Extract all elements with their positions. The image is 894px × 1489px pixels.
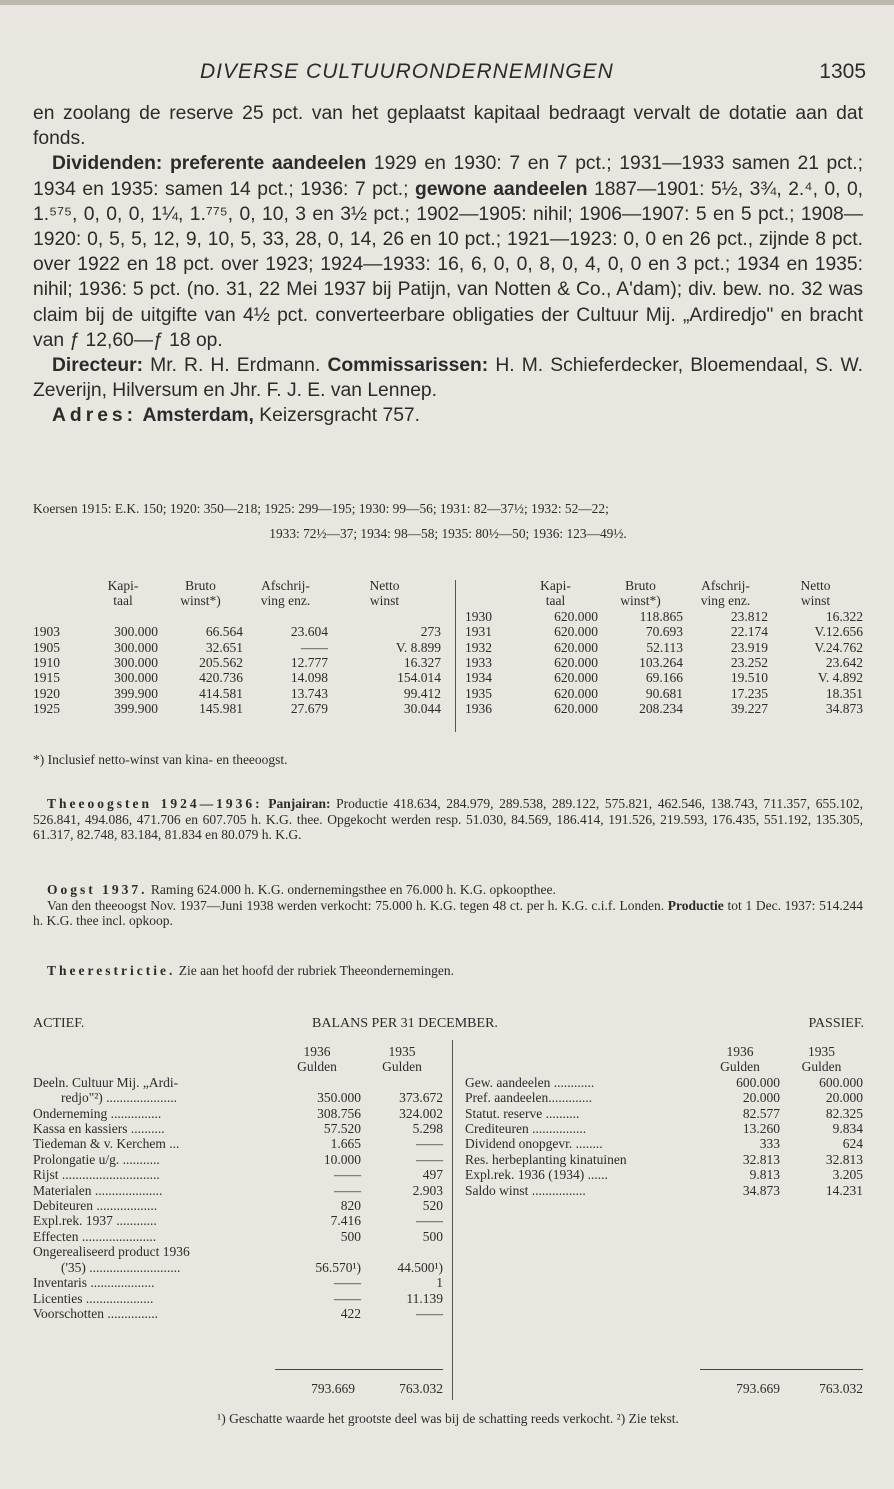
cell: 14.098: [290, 670, 328, 686]
cell: 1: [436, 1275, 443, 1291]
balance-footnote: ¹) Geschatte waarde het grootste deel was bij de schatting reeds verkocht. ²) Zie tekst.: [217, 1411, 679, 1426]
cell: 16.327: [403, 655, 441, 671]
row-label: Deeln. Cultuur Mij. „Ardi-: [33, 1074, 179, 1090]
commissarissen-text: H. M. Schieferdecker, Bloemendaal, S. W. Zeverijn, Hilversum en Jhr. F. J. E. van Lennep.: [33, 355, 863, 402]
dividend-paragraph: [33, 151, 863, 353]
cell: 17.235: [730, 685, 768, 701]
passief-label: PASSIEF.: [808, 1016, 864, 1031]
cell-year: 1930: [465, 608, 492, 624]
year-1935: 1935: [808, 1044, 835, 1059]
cell-year: 1936: [465, 701, 492, 717]
table-row: [33, 1183, 443, 1198]
row-label: Ongerealiseerd product 1936: [33, 1244, 190, 1260]
cell: 620.000: [554, 639, 598, 655]
cell: 13.260: [742, 1121, 780, 1137]
cell: 13.743: [290, 685, 328, 701]
table-row: [33, 670, 441, 685]
row-label: Saldo winst ................: [465, 1182, 586, 1198]
commissarissen-label: Commissarissen:: [327, 355, 489, 377]
row-label: Crediteuren ................: [465, 1121, 587, 1137]
cell: 500: [340, 1228, 361, 1244]
cell: 52.113: [646, 639, 683, 655]
oogst-label: Oogst 1937.: [47, 882, 148, 897]
adres-text: Keizersgracht 757.: [259, 405, 421, 427]
running-title: DIVERSE CULTUURONDERNEMINGEN: [200, 60, 614, 83]
hdr-afschrijving: Afschrij-: [261, 578, 310, 593]
table-row: [465, 655, 863, 670]
balans-title: BALANS PER 31 DECEMBER.: [312, 1016, 498, 1031]
cell: 300.000: [114, 670, 158, 686]
cell-year: 1932: [465, 639, 492, 655]
directeur-text: Mr. R. H. Erdmann.: [150, 355, 321, 377]
table-row: [465, 686, 863, 701]
cell: 23.604: [290, 624, 328, 640]
oogst-text-2a: Van den theeoogst Nov. 1937—Juni 1938 werden verkocht: 75.000 h. K.G. tegen 48 ct. per h. K.G. c.i.f. Londen.: [47, 897, 665, 913]
table-row: [33, 1090, 443, 1105]
table-row: [33, 1106, 443, 1121]
koersen-line-2: 1933: 72½—37; 1934: 98—58; 1935: 80½—50; 1936: 123—49½.: [269, 526, 627, 541]
cell: 5.298: [412, 1121, 443, 1137]
cell: ——: [334, 1275, 361, 1291]
cell: 820: [340, 1198, 361, 1214]
oogst-block: [33, 882, 863, 929]
cell: 32.813: [825, 1151, 863, 1167]
cell: 27.679: [290, 701, 328, 717]
hdr-afschrijving: Afschrij-: [701, 578, 750, 593]
total-rule-passief: [700, 1369, 863, 1370]
hdr-netto-2: winst: [800, 593, 831, 609]
cell: 145.981: [199, 701, 243, 717]
cell: 69.166: [645, 670, 683, 686]
cell: 19.510: [730, 670, 768, 686]
row-label: ('35) ...........................: [61, 1259, 181, 1275]
results-table-left: [33, 578, 441, 717]
productie-label: Productie: [667, 897, 724, 913]
results-footnote: *) Inclusief netto-winst van kina- en theeoogst.: [33, 752, 288, 767]
theerestrictie-block: [33, 963, 863, 979]
cell: 620.000: [554, 624, 598, 640]
theerestrictie-text: Zie aan het hoofd der rubriek Theeondernemingen.: [178, 963, 454, 978]
table-row: [33, 640, 441, 655]
row-label: Expl.rek. 1937 ............: [33, 1213, 157, 1229]
cell: V.24.762: [814, 639, 863, 655]
cell: 32.651: [205, 639, 243, 655]
cell: 154.014: [397, 670, 441, 686]
koersen-block: [33, 496, 863, 546]
cell: 373.672: [399, 1090, 443, 1106]
table-row: [33, 1198, 443, 1213]
cell: 11.139: [406, 1290, 443, 1306]
scan-edge: [0, 0, 894, 5]
row-label: Inventaris ...................: [33, 1275, 155, 1291]
cell: 7.416: [330, 1213, 361, 1229]
table-row: [33, 1213, 443, 1228]
adres-label: Adres:: [52, 405, 138, 427]
gewone-label: gewone aandeelen: [415, 178, 588, 200]
cell: 10.000: [323, 1151, 361, 1167]
table-row: [465, 1167, 863, 1182]
year-1936: 1936: [726, 1044, 754, 1059]
cell: 308.756: [317, 1105, 361, 1121]
cell: ——: [416, 1213, 443, 1229]
unit-label: Gulden: [801, 1059, 842, 1075]
cell-year: 1933: [465, 655, 492, 671]
hdr-netto-2: winst: [369, 593, 400, 609]
table-divider: [455, 580, 456, 732]
cell: 620.000: [554, 701, 598, 717]
hdr-afschrijving-2: ving enz.: [260, 593, 311, 609]
cell: 66.564: [205, 624, 243, 640]
oogst-text-2b: tot 1 Dec. 1937: 514.244 h. K.G. thee incl. opkoop.: [33, 897, 864, 929]
row-label: Statut. reserve ..........: [465, 1105, 580, 1121]
table-row: [33, 686, 441, 701]
balance-actief-table: [33, 1044, 443, 1321]
unit-label: Gulden: [382, 1059, 422, 1075]
hdr-kapitaal-2: taal: [113, 593, 133, 609]
hdr-afschrijving-2: ving enz.: [700, 593, 751, 609]
cell: 23.642: [825, 655, 863, 671]
koersen-line-1: Koersen 1915: E.K. 150; 1920: 350—218; 1925: 299—195; 1930: 99—56; 1931: 82—37½; 1932: 52—22;: [33, 501, 609, 516]
cell: 20.000: [825, 1090, 863, 1106]
table-row: [465, 1136, 863, 1151]
total-actief-1935: 763.032: [399, 1381, 443, 1396]
cell: V.12.656: [814, 624, 863, 640]
cell: 600.000: [736, 1074, 780, 1090]
cell: 300.000: [114, 624, 158, 640]
row-label: Voorschotten ...............: [33, 1305, 158, 1321]
cell-year: 1931: [465, 624, 492, 640]
table-row: [465, 1106, 863, 1121]
cell: 414.581: [199, 685, 243, 701]
cell-year: 1910: [33, 655, 60, 671]
cell-year: 1903: [33, 624, 60, 640]
table-row: [465, 1183, 863, 1198]
cell: 9.834: [832, 1121, 863, 1137]
cell: 205.562: [199, 655, 243, 671]
actief-label: ACTIEF.: [33, 1016, 85, 1031]
cell: 90.681: [645, 685, 683, 701]
cell: 422: [340, 1305, 361, 1321]
table-row: [465, 670, 863, 685]
theeoogsten-label: Theeoogsten 1924—1936:: [47, 796, 263, 811]
cell: 500: [422, 1228, 443, 1244]
table-row: [465, 1090, 863, 1105]
cell: 2.903: [412, 1182, 443, 1198]
cell-year: 1925: [33, 701, 60, 717]
cell: 16.322: [825, 608, 863, 624]
cell: 1.665: [330, 1136, 361, 1152]
cell: 23.919: [730, 639, 768, 655]
address-paragraph: [33, 403, 863, 428]
cell: 620.000: [554, 655, 598, 671]
total-rule-actief: [275, 1369, 443, 1370]
panjairan-label: Panjairan:: [268, 796, 331, 811]
row-label: Licenties ....................: [33, 1290, 154, 1306]
cell: 273: [420, 624, 441, 640]
row-label: Pref. aandeelen.............: [465, 1090, 593, 1106]
table-row: [33, 1260, 443, 1275]
cell: 118.865: [639, 608, 683, 624]
cell: [273, 1075, 361, 1090]
row-label: Tiedeman & v. Kerchem ...: [33, 1136, 180, 1152]
row-label: Gew. aandeelen ............: [465, 1074, 595, 1090]
table-row: [465, 1121, 863, 1136]
cell: 324.002: [399, 1105, 443, 1121]
row-label: Kassa en kassiers ..........: [33, 1121, 165, 1137]
dividenden-label: Dividenden:: [52, 153, 163, 175]
row-label: Debiteuren ..................: [33, 1198, 158, 1214]
cell: 620.000: [554, 608, 598, 624]
cell: 520: [422, 1198, 443, 1214]
cell: [361, 1075, 443, 1090]
table-row: [33, 1167, 443, 1182]
total-passief-1935: 763.032: [819, 1381, 863, 1396]
table-row: [465, 701, 863, 716]
hdr-bruto-2: winst*): [620, 593, 661, 609]
cell: 20.000: [742, 1090, 780, 1106]
table-row: [465, 1075, 863, 1090]
theeoogsten-text: Productie 418.634, 284.979, 289.538, 289.122, 575.821, 462.546, 138.743, 711.357, 655.102, 526.841, 494.086, 471.706 en 607.705 h. K.G. thee. Opgekocht werden resp. 51.030, 84.569, 186.414, 191.526, 219.593, 176.435, 551.192, 135.305, 61.317, 82.748, 83.184, 81.834 en 80.079 h. K.G.: [33, 796, 864, 843]
cell: ——: [301, 639, 328, 655]
row-label: Res. herbeplanting kinatuinen: [465, 1151, 627, 1167]
cell: [273, 1244, 361, 1259]
cell-year: 1920: [33, 685, 60, 701]
cell: 14.231: [825, 1182, 863, 1198]
cell: 23.252: [730, 655, 768, 671]
cell: 18.351: [825, 685, 863, 701]
table-row: [465, 609, 863, 624]
cell-year: 1935: [465, 685, 492, 701]
total-actief-1936: 793.669: [311, 1381, 355, 1396]
table-row: [33, 1229, 443, 1244]
theeoogsten-block: [33, 796, 863, 843]
hdr-kapitaal: Kapi-: [107, 578, 139, 593]
table-row: [33, 655, 441, 670]
hdr-kapitaal-2: taal: [545, 593, 566, 609]
cell: 300.000: [114, 639, 158, 655]
theerestrictie-label: Theerestrictie.: [47, 963, 176, 978]
total-passief-1936: 793.669: [736, 1381, 780, 1396]
cell: 333: [759, 1136, 780, 1152]
cell: 9.813: [749, 1167, 780, 1183]
cell: 600.000: [819, 1074, 863, 1090]
cell: 70.693: [645, 624, 683, 640]
cell: 12.777: [290, 655, 328, 671]
table-row: [33, 1244, 443, 1259]
table-row: [33, 1121, 443, 1136]
oogst-text-1: Raming 624.000 h. K.G. ondernemingsthee en 76.000 h. K.G. opkoopthee.: [150, 882, 556, 897]
cell: 208.234: [639, 701, 683, 717]
cell: 99.412: [403, 685, 441, 701]
page-header: [200, 60, 866, 86]
row-label: Dividend onopgevr. ........: [465, 1136, 603, 1152]
cell: 57.520: [323, 1121, 361, 1137]
cell: 30.044: [403, 701, 441, 717]
row-label: Effecten ......................: [33, 1228, 157, 1244]
table-row: [33, 701, 441, 716]
balance-divider: [452, 1040, 453, 1400]
hdr-bruto: Bruto: [625, 578, 656, 593]
cell: 23.812: [730, 608, 768, 624]
row-label: Onderneming ...............: [33, 1105, 162, 1121]
cell: 39.227: [730, 701, 768, 717]
cell: 399.900: [114, 701, 158, 717]
row-label: redjo"²) .....................: [61, 1090, 178, 1106]
hdr-bruto: Bruto: [185, 578, 216, 593]
cell: 82.577: [742, 1105, 780, 1121]
cell: ——: [416, 1305, 443, 1321]
cell: ——: [416, 1151, 443, 1167]
cell: ——: [416, 1136, 443, 1152]
cell-year: 1905: [33, 639, 60, 655]
page-number: 1305: [819, 60, 866, 83]
reserve-paragraph: en zoolang de reserve 25 pct. van het geplaatst kapitaal bedraagt vervalt de dotatie aan dat fonds.: [33, 103, 863, 150]
table-row: [33, 1152, 443, 1167]
table-row: [465, 640, 863, 655]
hdr-kapitaal: Kapi-: [540, 578, 571, 593]
row-label: Expl.rek. 1936 (1934) ......: [465, 1167, 608, 1183]
cell: 34.873: [742, 1182, 780, 1198]
hdr-netto: Netto: [800, 578, 831, 593]
cell: ——: [334, 1290, 361, 1306]
table-row: [33, 1136, 443, 1151]
cell: 103.264: [639, 655, 683, 671]
cell: 624: [842, 1136, 863, 1152]
table-row: [33, 1075, 443, 1090]
year-1936: 1936: [303, 1044, 331, 1059]
preferente-label: preferente aandeelen: [169, 153, 367, 175]
cell-year: 1915: [33, 670, 60, 686]
row-label: Prolongatie u/g. ...........: [33, 1151, 160, 1167]
cell-year: 1934: [465, 670, 492, 686]
cell: 620.000: [554, 670, 598, 686]
table-row: [465, 624, 863, 639]
table-row: [33, 624, 441, 639]
results-table-right: [465, 578, 863, 717]
cell: [361, 1244, 443, 1259]
cell: V. 8.899: [395, 639, 441, 655]
directeur-label: Directeur:: [52, 355, 144, 377]
board-paragraph: [33, 353, 863, 403]
unit-label: Gulden: [720, 1059, 760, 1075]
cell: 300.000: [114, 655, 158, 671]
table-row: [465, 1152, 863, 1167]
company-description: [33, 101, 863, 429]
cell: 3.205: [832, 1167, 863, 1183]
adres-city: Amsterdam,: [142, 405, 254, 427]
year-1935: 1935: [388, 1044, 416, 1059]
cell: 497: [422, 1167, 443, 1183]
cell: 420.736: [199, 670, 243, 686]
hdr-bruto-2: winst*): [180, 593, 221, 609]
cell: 350.000: [317, 1090, 361, 1106]
cell: ——: [334, 1167, 361, 1183]
cell: 399.900: [114, 685, 158, 701]
table-row: [33, 1306, 443, 1321]
table-row: [33, 1291, 443, 1306]
cell: 32.813: [742, 1151, 780, 1167]
cell: 56.570¹): [315, 1259, 361, 1275]
cell: 34.873: [825, 701, 863, 717]
balance-passief-table: [465, 1044, 863, 1198]
cell: 22.174: [730, 624, 768, 640]
preferente-text: 1929 en 1930: 7 en 7 pct.; 1931—1933 samen 21 pct.; 1934 en 1935: samen 14 pct.; 1936: 7 pct.;: [33, 153, 863, 200]
row-label: Materialen ....................: [33, 1182, 163, 1198]
row-label: Rijst .............................: [33, 1167, 160, 1183]
table-row: [33, 1275, 443, 1290]
cell: ——: [334, 1182, 361, 1198]
hdr-netto: Netto: [369, 578, 400, 593]
cell: 44.500¹): [397, 1259, 443, 1275]
cell: 82.325: [825, 1105, 863, 1121]
gewone-text: 1887—1901: 5½, 3¾, 2.⁴, 0, 0, 1.⁵⁷⁵, 0, 0, 0, 1¼, 1.⁷⁷⁵, 0, 10, 3 en 3½ pct.; 1902—1905: nihil; 1906—1907: 5 en 5 pct.; 1908—1920: 0, 5, 5, 12, 9, 10, 5, 33, 28, 0, 14, 26 en 10 pct.; 1921—1923: 0, 0 en 26 pct., zijnde 8 pct. over 1922 en 18 pct. over 1923; 1924—1933: 16, 6, 0, 0, 8, 0, 4, 0, 0 en 3 pct.; 1934 en 1935: nihil; 1936: 5 pct. (no. 31, 22 Mei 1937 bij Patijn, van Notten & Co., A'dam); div. bew. no. 32 was claim bij de uitgifte van 4½ pct. converteerbare obligaties der Cultuur Mij. „Ardiredjo" en bracht van ƒ 12,60—ƒ 18 op.: [33, 178, 864, 351]
unit-label: Gulden: [297, 1059, 337, 1075]
cell: V. 4.892: [817, 670, 863, 686]
cell: 620.000: [554, 685, 598, 701]
